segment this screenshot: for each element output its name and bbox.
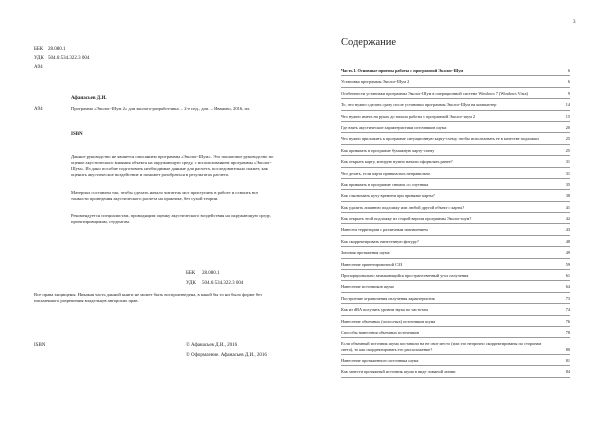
entry-text: Программа «Эколог-Шум 2» для эколога-разработчика. – 2-е изд., доп. – Иваново, 2016, ил. xyxy=(71,106,251,111)
toc-entry-title: Часть I. Основные приемы работы с программой Эколог-Шум xyxy=(341,68,464,73)
description-paragraph-1: Данное руководство не является описанием программы «Эколог-Шум». Это пошаговое руководство по оценке акустического влияния объекта на окружающую среду, с использованием программы «Эколог-Шум». Из дано пособие подготовить необходимые данные для расчета, последовательно скажет, как оценить акустическое воздействие и поможет разобраться в результатах расчета. xyxy=(71,154,274,177)
toc-entry[interactable] xyxy=(341,338,570,355)
bbk-bottom-label: ББК xyxy=(186,271,196,276)
toc-entry[interactable] xyxy=(341,316,570,327)
udk-bottom-label: УДК xyxy=(186,281,196,286)
toc-entry[interactable] xyxy=(341,111,570,122)
toc-entry-title: Нанесение ориентировочной СЗЗ xyxy=(341,261,403,267)
toc-entry-page: 9 xyxy=(567,90,570,96)
toc-entry-title: То, что нужно сделать сразу после установки программы Эколог-Шум на компьютер xyxy=(341,102,497,108)
toc-entry-page: 84 xyxy=(565,369,570,375)
toc-entry-page: 20 xyxy=(565,124,570,130)
toc-entry-title: Что нужно иметь на руках до начала работы с программой Эколог-шум 2 xyxy=(341,113,476,119)
isbn-bottom: ISBN xyxy=(34,343,46,348)
toc-entry[interactable] xyxy=(341,304,570,315)
toc-entry-page: 76 xyxy=(565,318,570,324)
udk-line xyxy=(34,56,90,62)
toc-entry-page: 42 xyxy=(565,216,570,222)
toc-entry-title: Как привязать в программе снимок со спутника xyxy=(341,181,429,187)
toc-entry-title: Как удалить лишнюю подложку или любой другой объект с карты? xyxy=(341,204,465,210)
toc-entry-page: 31 xyxy=(565,159,570,165)
toc-entry-title: Как привязать в программе бумажную карту-схему xyxy=(341,147,435,153)
toc-entry-page: 74 xyxy=(565,307,570,313)
toc-entry[interactable] xyxy=(341,133,570,144)
toc-entry-title: Что делать, если карта привязалась неправильно xyxy=(341,170,431,176)
bbk-line xyxy=(34,47,66,53)
toc-entry-title: Зоновая протяжения шума xyxy=(341,250,390,256)
toc-entry[interactable] xyxy=(341,236,570,247)
isbn-label: ISBN xyxy=(71,132,83,137)
toc-entry[interactable] xyxy=(341,179,570,190)
toc-entry-title: Если объемный источник шума поставили на не свое место (или это непрочно скорректированы по сторонам света), то как скорректировать его расположение? xyxy=(341,341,542,352)
toc-entry[interactable] xyxy=(341,99,570,110)
udk-bottom-line xyxy=(186,281,244,287)
toc-entry-page: 81 xyxy=(565,357,570,363)
page-number: 3 xyxy=(573,20,576,25)
toc-entry-page: 80 xyxy=(565,346,570,352)
toc-entry-title: Способы нанесения объемных источников xyxy=(341,329,420,335)
a94-code: А94 xyxy=(34,65,43,70)
toc-entry-page: 35 xyxy=(565,181,570,187)
toc-entry-title: Пропорционально замыкающийся пространственный угол излучения xyxy=(341,273,469,279)
toc-entry-title: Нанесение объемных (полосных) источников шума xyxy=(341,318,436,324)
toc-entry-page: 61 xyxy=(565,273,570,279)
toc-entry[interactable] xyxy=(341,190,570,201)
toc-entry-page: 31 xyxy=(565,170,570,176)
toc-entry-title: Как сэкономить кучу времени при привязке карты? xyxy=(341,193,435,199)
toc-entry-title: Как открыть карту, которую нужно начали оформлять ранее? xyxy=(341,159,453,165)
toc-entry-page: 14 xyxy=(565,102,570,108)
toc-entry[interactable] xyxy=(341,247,570,258)
toc-entry-page: 73 xyxy=(565,295,570,301)
copyright-author: © Афанасьев Д.И., 2016 xyxy=(186,343,238,348)
toc-entry-page: 78 xyxy=(565,329,570,335)
toc-entry[interactable] xyxy=(341,224,570,235)
toc-entry-title: Нанесение протяженного источника шума xyxy=(341,357,419,363)
copyright-design: © Оформление. Афанасьев Д.И., 2016 xyxy=(186,353,267,358)
toc-entry[interactable] xyxy=(341,355,570,366)
toc-entry-page: 48 xyxy=(565,238,570,244)
toc-entry-title: Как занести протяжный источник шума в виде ломаной линии xyxy=(341,369,456,375)
contents-page xyxy=(300,0,600,425)
bbk-label: ББК xyxy=(34,47,44,52)
toc-entry-title: Что нужно приложить к программе ситуационную карту-схему, чтобы использовать ее в качестве подложки xyxy=(341,136,539,142)
toc-entry-page: 41 xyxy=(565,204,570,210)
toc-entry[interactable] xyxy=(341,259,570,270)
toc-entry-title: Особенности установки программы Эколог-Шум в операционной системе Windows 7 (Windows Vista) xyxy=(341,90,528,96)
rights-notice: Все права защищены. Никакая часть данной книги не может быть воспроизведена, в какой бы то ни было форме без письменного разрешения владельцев авторских прав. xyxy=(34,292,262,303)
toc-list xyxy=(341,65,570,378)
bbk-bottom-line xyxy=(186,271,220,277)
toc-entry[interactable] xyxy=(341,293,570,304)
toc-entry-title: Как скорректировать нанесенную фигуру? xyxy=(341,238,419,244)
toc-entry-title: Нанесение источников шума xyxy=(341,284,394,290)
toc-entry-page: 64 xyxy=(565,284,570,290)
toc-entry-page: 49 xyxy=(565,250,570,256)
toc-entry[interactable] xyxy=(341,156,570,167)
toc-entry[interactable] xyxy=(341,270,570,281)
contents-title: Содержание xyxy=(341,37,397,48)
author-name: Афанасьев Д.И. xyxy=(71,96,107,101)
entry-code: А94 xyxy=(34,107,43,112)
toc-entry-page: 25 xyxy=(565,147,570,153)
description-paragraph-2: Материал составлен так, чтобы сделать начало читатель мог приступить в работе и освоить все тонкости проведения акустического расчета на практике, без сухой теории. xyxy=(71,190,259,201)
toc-entry-page: 38 xyxy=(565,193,570,199)
toc-entry[interactable] xyxy=(341,202,570,213)
toc-entry[interactable] xyxy=(341,122,570,133)
udk-bottom-value: 504.6:534.322.3 004 xyxy=(202,281,244,286)
toc-entry-page: 15 xyxy=(565,113,570,119)
toc-entry[interactable] xyxy=(341,76,570,87)
udk-value: 504.6:534.322.3 004 xyxy=(48,56,90,61)
toc-entry[interactable] xyxy=(341,213,570,224)
toc-entry-page: 6 xyxy=(567,68,570,73)
toc-entry[interactable] xyxy=(341,366,570,377)
toc-entry-title: Как открыть этой подложку из старой версии программы Эколог-шум? xyxy=(341,216,472,222)
toc-entry[interactable] xyxy=(341,168,570,179)
toc-entry-title: Установка программы Эколог-Шум 2 xyxy=(341,79,410,85)
bbk-bottom-value: 28.080.1 xyxy=(202,271,220,276)
toc-entry-title: Нанесем территории с различным назначением xyxy=(341,227,428,233)
toc-entry-title: Как из dBA получить уровни звука по частотам xyxy=(341,307,428,313)
toc-entry[interactable] xyxy=(341,88,570,99)
toc-entry-title: Построение ограничения излучения характеристик xyxy=(341,295,435,301)
toc-entry-page: 25 xyxy=(565,136,570,142)
udk-label: УДК xyxy=(34,56,44,61)
toc-entry[interactable] xyxy=(341,281,570,292)
toc-entry[interactable] xyxy=(341,145,570,156)
toc-entry[interactable] xyxy=(341,65,570,76)
toc-entry-title: Где взять акустические характеристики источников шума xyxy=(341,124,447,130)
toc-entry-page: 59 xyxy=(565,261,570,267)
toc-entry-page: 43 xyxy=(565,227,570,233)
toc-entry[interactable] xyxy=(341,327,570,338)
description-paragraph-3: Рекомендуется специалистам, проводящим оценку акустического воздействия на окружающую среду, проектировщикам, студентам. xyxy=(71,213,271,224)
toc-entry-page: 6 xyxy=(567,79,570,85)
bbk-value: 28.080.1 xyxy=(48,47,66,52)
